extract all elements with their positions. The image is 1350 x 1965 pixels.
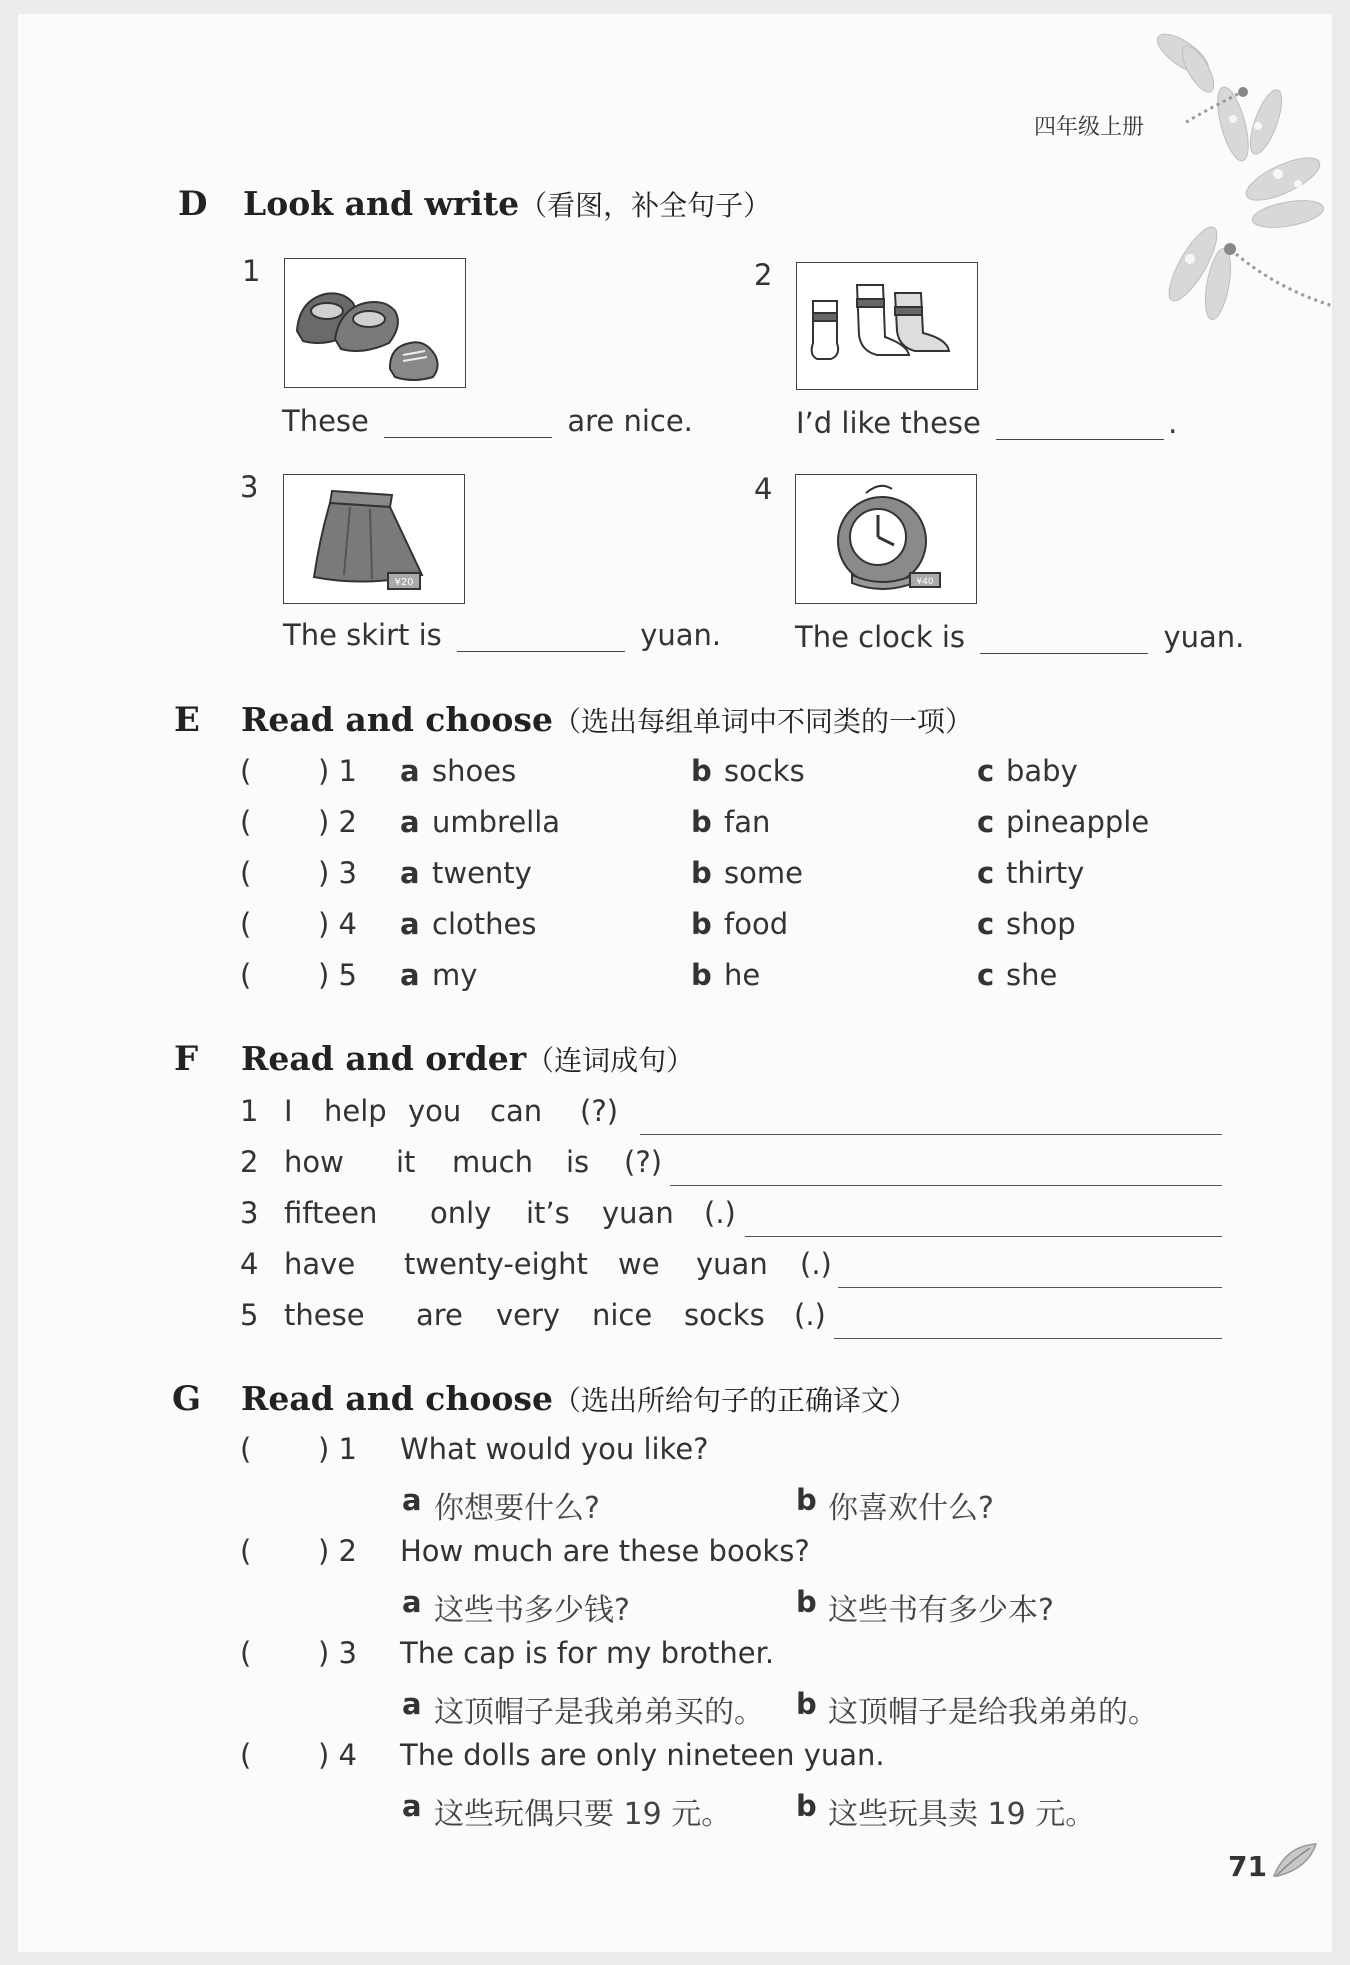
d-item-1-number: 1	[242, 254, 261, 288]
option-a-label: a	[402, 1687, 422, 1721]
answer-paren[interactable]: (	[240, 1738, 252, 1772]
section-g-heading	[241, 1379, 917, 1419]
d-item-4-sentence	[795, 620, 1244, 654]
section-e-note: （选出每组单词中不同类的一项）	[553, 705, 974, 738]
g-question: What would you like?	[400, 1432, 709, 1466]
section-d-heading	[243, 184, 771, 224]
d-item-4-number: 4	[754, 472, 773, 506]
word-tile: have	[284, 1247, 356, 1281]
g-question: The cap is for my brother.	[400, 1636, 775, 1670]
f-row-1-answer-line[interactable]	[640, 1134, 1222, 1135]
option-b-text: 这些书有多少本?	[828, 1593, 1054, 1628]
shoes-picture	[284, 258, 466, 388]
option-c-label: c	[977, 958, 995, 992]
option-a-text: 这些玩偶只要 19 元。	[434, 1797, 732, 1832]
leaf-icon	[1270, 1840, 1320, 1880]
option-b-word: fan	[724, 805, 771, 839]
option-b-word: socks	[724, 754, 805, 788]
skirt-price-tag: ¥20	[394, 577, 414, 588]
workbook-page	[18, 14, 1332, 1952]
g-question: How much are these books?	[400, 1534, 810, 1568]
option-b-label: b	[796, 1585, 817, 1619]
option-a-word: shoes	[432, 754, 517, 788]
option-a-label: a	[402, 1483, 422, 1517]
word-tile: very	[496, 1298, 561, 1332]
e-row-number: ) 4	[318, 907, 357, 941]
d-item-4-blank[interactable]	[980, 627, 1148, 654]
answer-paren[interactable]: (	[240, 907, 252, 941]
option-a-word: twenty	[432, 856, 532, 890]
e-row-number: ) 1	[318, 754, 357, 788]
f-row-4-answer-line[interactable]	[838, 1287, 1222, 1288]
word-tile: it’s	[526, 1196, 570, 1230]
option-a-label: a	[400, 856, 420, 890]
option-b-label: b	[796, 1789, 817, 1823]
d-item-4-text-before: The clock is	[795, 620, 966, 654]
clock-icon	[796, 475, 976, 603]
socks-icon	[797, 263, 977, 389]
option-b-label: b	[691, 958, 712, 992]
word-tile: is	[566, 1145, 590, 1179]
e-row-number: ) 2	[318, 805, 357, 839]
e-row-number: ) 3	[318, 856, 357, 890]
option-a-word: umbrella	[432, 805, 561, 839]
option-c-word: pineapple	[1006, 805, 1150, 839]
dragonfly-decoration	[1138, 14, 1338, 344]
option-b-word: he	[724, 958, 761, 992]
clock-price-tag: ¥40	[916, 577, 934, 587]
f-row-number: 2	[240, 1145, 259, 1179]
option-b-label: b	[796, 1687, 817, 1721]
section-e-heading	[241, 700, 973, 740]
word-tile: (?)	[580, 1094, 619, 1128]
f-row-number: 3	[240, 1196, 259, 1230]
word-tile: socks	[684, 1298, 765, 1332]
word-tile: we	[618, 1247, 660, 1281]
answer-paren[interactable]: (	[240, 754, 252, 788]
d-item-3-sentence	[283, 618, 721, 652]
option-c-label: c	[977, 907, 995, 941]
page-number: 71	[1228, 1850, 1267, 1883]
d-item-3-number: 3	[240, 470, 259, 504]
d-item-1-text-after: are nice.	[567, 404, 693, 438]
word-tile: fifteen	[284, 1196, 378, 1230]
option-c-word: baby	[1006, 754, 1078, 788]
option-a-label: a	[400, 805, 420, 839]
word-tile: only	[430, 1196, 492, 1230]
d-item-4-text-after: yuan.	[1163, 620, 1245, 654]
word-tile: I	[284, 1094, 293, 1128]
word-tile: help	[324, 1094, 387, 1128]
g-item-number: ) 1	[318, 1432, 357, 1466]
option-b-label: b	[691, 805, 712, 839]
option-b-label: b	[691, 907, 712, 941]
word-tile: yuan	[602, 1196, 674, 1230]
section-e-letter: E	[174, 700, 200, 740]
option-b-label: b	[691, 754, 712, 788]
answer-paren[interactable]: (	[240, 1636, 252, 1670]
section-g-items	[240, 1432, 1240, 1852]
word-tile: nice	[592, 1298, 653, 1332]
option-b-text: 这顶帽子是给我弟弟的。	[828, 1695, 1158, 1730]
section-d-letter: D	[178, 184, 208, 224]
g-item-number: ) 3	[318, 1636, 357, 1670]
g-question: The dolls are only nineteen yuan.	[400, 1738, 885, 1772]
d-item-1-blank[interactable]	[384, 411, 552, 438]
option-a-text: 这些书多少钱?	[434, 1593, 630, 1628]
word-tile: (.)	[800, 1247, 832, 1281]
option-a-label: a	[402, 1585, 422, 1619]
word-tile: (?)	[624, 1145, 663, 1179]
d-item-2-number: 2	[754, 258, 773, 292]
section-g-title: Read and choose	[241, 1379, 553, 1418]
option-b-label: b	[796, 1483, 817, 1517]
section-g-note: （选出所给句子的正确译文）	[553, 1384, 918, 1417]
d-item-3-text-after: yuan.	[640, 618, 722, 652]
f-row-5-answer-line[interactable]	[834, 1338, 1222, 1339]
option-c-label: c	[977, 805, 995, 839]
option-c-label: c	[977, 856, 995, 890]
answer-paren[interactable]: (	[240, 1534, 252, 1568]
section-f-note: （连词成句）	[526, 1044, 695, 1077]
d-item-1-text-before: These	[282, 404, 369, 438]
option-b-word: some	[724, 856, 803, 890]
option-c-word: thirty	[1006, 856, 1085, 890]
section-f-heading	[241, 1039, 694, 1079]
option-a-label: a	[400, 958, 420, 992]
option-a-label: a	[402, 1789, 422, 1823]
d-item-3-blank[interactable]	[457, 625, 625, 652]
word-tile: how	[284, 1145, 344, 1179]
d-item-3-text-before: The skirt is	[283, 618, 442, 652]
f-row-3-answer-line[interactable]	[745, 1236, 1222, 1237]
section-f-title: Read and order	[241, 1039, 527, 1078]
option-b-text: 这些玩具卖 19 元。	[828, 1797, 1096, 1832]
g-item-number: ) 2	[318, 1534, 357, 1568]
section-f-rows	[240, 1094, 1240, 1374]
socks-picture	[796, 262, 978, 390]
word-tile: yuan	[696, 1247, 768, 1281]
option-a-label: a	[400, 754, 420, 788]
f-row-2-answer-line[interactable]	[670, 1185, 1222, 1186]
word-tile: twenty-eight	[404, 1247, 588, 1281]
answer-paren[interactable]: (	[240, 1432, 252, 1466]
option-a-word: clothes	[432, 907, 537, 941]
section-d-title: Look and write	[243, 184, 520, 223]
d-item-2-text-before: I’d like these	[796, 406, 981, 440]
word-tile: are	[416, 1298, 463, 1332]
answer-paren[interactable]: (	[240, 856, 252, 890]
option-b-word: food	[724, 907, 789, 941]
word-tile: it	[396, 1145, 416, 1179]
shoes-icon	[285, 259, 465, 387]
clock-picture	[795, 474, 977, 604]
option-a-label: a	[400, 907, 420, 941]
word-tile: can	[490, 1094, 543, 1128]
option-b-label: b	[691, 856, 712, 890]
d-item-2-sentence	[796, 406, 1177, 440]
d-item-1-sentence	[282, 404, 693, 438]
skirt-picture	[283, 474, 465, 604]
word-tile: (.)	[794, 1298, 826, 1332]
section-f-letter: F	[174, 1039, 199, 1079]
e-row-number: ) 5	[318, 958, 357, 992]
section-e-title: Read and choose	[241, 700, 553, 739]
option-c-word: shop	[1006, 907, 1076, 941]
section-g-letter: G	[172, 1379, 202, 1419]
f-row-number: 4	[240, 1247, 259, 1281]
answer-paren[interactable]: (	[240, 958, 252, 992]
skirt-icon	[284, 475, 464, 603]
answer-paren[interactable]: (	[240, 805, 252, 839]
f-row-number: 5	[240, 1298, 259, 1332]
option-a-word: my	[432, 958, 478, 992]
g-item-number: ) 4	[318, 1738, 357, 1772]
word-tile: much	[452, 1145, 533, 1179]
option-a-text: 你想要什么?	[434, 1491, 600, 1526]
f-row-number: 1	[240, 1094, 259, 1128]
word-tile: (.)	[704, 1196, 736, 1230]
option-c-word: she	[1006, 958, 1058, 992]
word-tile: you	[408, 1094, 462, 1128]
word-tile: these	[284, 1298, 365, 1332]
option-b-text: 你喜欢什么?	[828, 1491, 994, 1526]
option-c-label: c	[977, 754, 995, 788]
section-d-note: （看图，补全句子）	[519, 189, 772, 222]
d-item-2-blank[interactable]	[996, 413, 1164, 440]
option-a-text: 这顶帽子是我弟弟买的。	[434, 1695, 764, 1730]
grade-label: 四年级上册	[1034, 115, 1145, 140]
d-item-2-text-after: .	[1168, 406, 1178, 440]
